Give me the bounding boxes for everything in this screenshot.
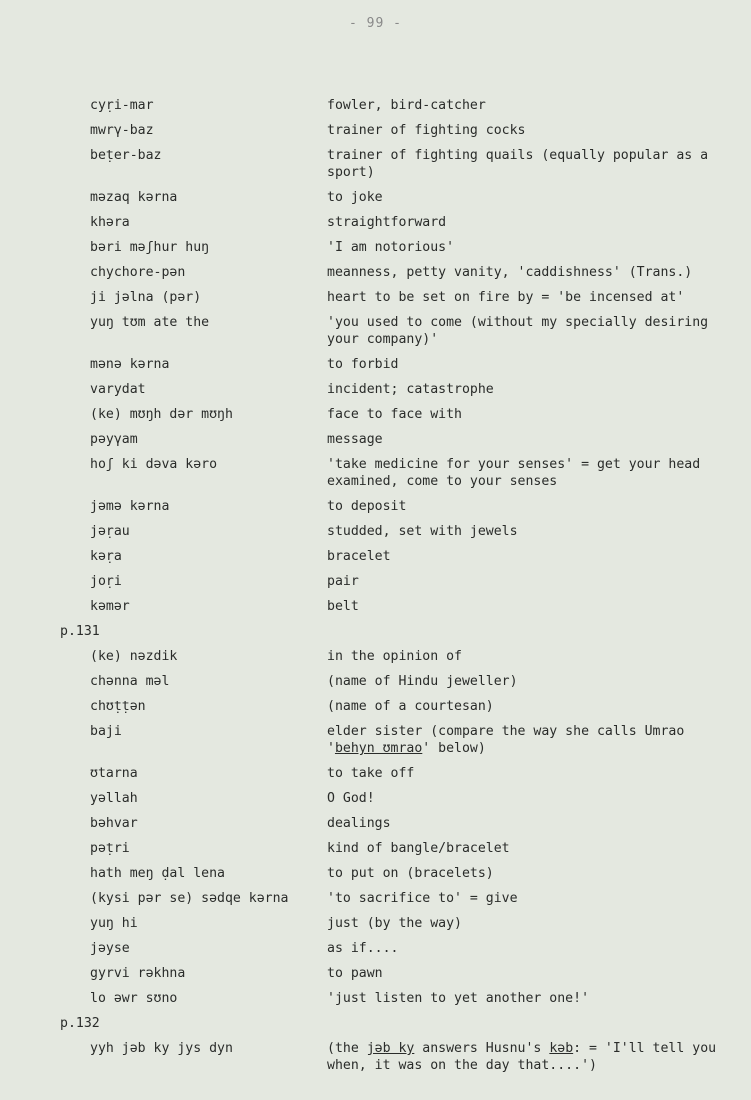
underlined-term: behyn ʊmrao [334, 741, 423, 756]
entry-definition: just (by the way) [327, 916, 462, 931]
entry-term: (ke) mʊŋh dər mʊŋh [90, 407, 233, 422]
entry-term: varydat [90, 382, 146, 397]
definition-text: answers Husnu's [414, 1041, 550, 1056]
entry-definition: trainer of fighting cocks [327, 123, 526, 138]
definition-text: ' below) [422, 741, 486, 756]
entry-definition: (name of a courtesan) [327, 699, 494, 714]
glossary-entry [0, 97, 751, 114]
entry-definition: trainer of fighting quails (equally popular as a sport) [327, 148, 709, 180]
entry-definition: to put on (bracelets) [327, 866, 494, 881]
entry-term: pəyγam [90, 432, 138, 447]
glossary-entry [0, 289, 751, 306]
entry-definition: meanness, petty vanity, 'caddishness' (Trans.) [327, 265, 693, 280]
underlined-term: kəb [549, 1041, 574, 1056]
glossary-entry [0, 456, 751, 490]
entry-definition: 'I am notorious' [327, 240, 455, 255]
entry-definition: as if.... [327, 941, 399, 956]
entry-term: jəyse [90, 941, 130, 956]
entry-definition: studded, set with jewels [327, 524, 518, 539]
entry-definition: 'take medicine for your senses' = get your head examined, come to your senses [327, 457, 701, 489]
glossary-entry [0, 890, 751, 907]
entry-definition: to pawn [327, 966, 383, 981]
glossary-entry [0, 314, 751, 348]
glossary-entry [0, 648, 751, 665]
entry-definition: in the opinion of [327, 649, 462, 664]
entry-definition: to joke [327, 190, 383, 205]
glossary-entry [0, 431, 751, 448]
entry-term: yuŋ hi [90, 916, 138, 931]
entry-term: gyrvi rəkhna [90, 966, 186, 981]
entry-term: ji jəlna (pər) [90, 290, 202, 305]
entry-term: lo əwr sʊno [90, 991, 178, 1006]
entry-definition: belt [327, 599, 359, 614]
glossary-entry [0, 356, 751, 373]
entry-term: məzaq kərna [90, 190, 178, 205]
glossary-entry [0, 965, 751, 982]
entry-term: (kysi pər se) sədqe kərna [90, 891, 289, 906]
glossary-entry [0, 673, 751, 690]
entry-term: joṛi [90, 574, 122, 589]
glossary-entry [0, 940, 751, 957]
glossary-entry [0, 865, 751, 882]
entry-definition: to take off [327, 766, 415, 781]
entry-term: hoʃ ki dəva kəro [90, 457, 218, 472]
glossary-entry [0, 723, 751, 757]
entry-term: beṭer-baz [90, 148, 162, 163]
entry-term: hath meŋ ḍal lena [90, 866, 225, 881]
entry-term: chənna məl [90, 674, 170, 689]
entry-definition: kind of bangle/bracelet [327, 841, 510, 856]
glossary-entry [0, 915, 751, 932]
entry-term: yəllah [90, 791, 138, 806]
entry-definition: to forbid [327, 357, 399, 372]
glossary-entry [0, 406, 751, 423]
entry-definition [327, 1040, 727, 1074]
entry-definition: (name of Hindu jeweller) [327, 674, 518, 689]
entry-definition: bracelet [327, 549, 391, 564]
glossary-entry [0, 790, 751, 807]
definition-text: (the [327, 1041, 367, 1056]
entry-term: khəra [90, 215, 130, 230]
entry-term: mənə kərna [90, 357, 170, 372]
page-reference-heading: p.131 [60, 624, 100, 639]
glossary-entry [0, 122, 751, 139]
entry-term: bəhvar [90, 816, 138, 831]
entry-term: ʊtarna [90, 766, 138, 781]
glossary-entry [0, 189, 751, 206]
glossary-list [0, 97, 751, 1082]
entry-term: jəṛau [90, 524, 130, 539]
glossary-entry [0, 548, 751, 565]
glossary-entry [0, 698, 751, 715]
entry-definition: 'just listen to yet another one!' [327, 991, 590, 1006]
entry-definition: face to face with [327, 407, 462, 422]
entry-term: kəṛa [90, 549, 122, 564]
glossary-entry [0, 990, 751, 1007]
entry-definition: heart to be set on fire by = 'be incensed at' [327, 290, 685, 305]
glossary-entry [0, 264, 751, 281]
underlined-term: jəb ky [366, 1041, 415, 1056]
page-reference-heading: p.132 [60, 1016, 100, 1031]
glossary-entry [0, 239, 751, 256]
glossary-entry [0, 498, 751, 515]
page-number: - 99 - [349, 16, 402, 31]
definition-text: : = 'I'll tell you when, it was on the day that....') [327, 1041, 717, 1073]
entry-term: baji [90, 724, 122, 739]
glossary-entry [0, 381, 751, 398]
entry-definition: to deposit [327, 499, 407, 514]
entry-term: mwrγ-baz [90, 123, 154, 138]
glossary-entry [0, 815, 751, 832]
entry-term: chychore-pən [90, 265, 186, 280]
glossary-entry [0, 1040, 751, 1074]
entry-term: kəmər [90, 599, 130, 614]
entry-definition: fowler, bird-catcher [327, 98, 486, 113]
entry-definition: straightforward [327, 215, 447, 230]
glossary-entry [0, 765, 751, 782]
glossary-entry [0, 147, 751, 181]
glossary-entry [0, 840, 751, 857]
entry-term: cyṛi-mar [90, 98, 154, 113]
entry-definition: dealings [327, 816, 391, 831]
glossary-entry [0, 523, 751, 540]
glossary-entry [0, 573, 751, 590]
entry-definition: pair [327, 574, 359, 589]
glossary-entry [0, 214, 751, 231]
entry-definition: O God! [327, 791, 375, 806]
entry-definition: 'you used to come (without my specially desiring your company)' [327, 315, 709, 347]
entry-term: jəmə kərna [90, 499, 170, 514]
entry-term: chʊṭṭən [90, 699, 146, 714]
entry-term: pəṭri [90, 841, 130, 856]
entry-term: yyh jəb ky jys dyn [90, 1041, 233, 1056]
glossary-entry [0, 598, 751, 615]
entry-term: (ke) nəzdik [90, 649, 178, 664]
entry-term: bəri məʃhur huŋ [90, 240, 210, 255]
entry-definition: incident; catastrophe [327, 382, 494, 397]
entry-definition [327, 723, 727, 757]
entry-term: yuŋ tʊm ate the [90, 315, 210, 330]
definition-text: elder sister (compare the way she calls Umrao ' [327, 724, 685, 756]
entry-definition: message [327, 432, 383, 447]
entry-definition: 'to sacrifice to' = give [327, 891, 518, 906]
